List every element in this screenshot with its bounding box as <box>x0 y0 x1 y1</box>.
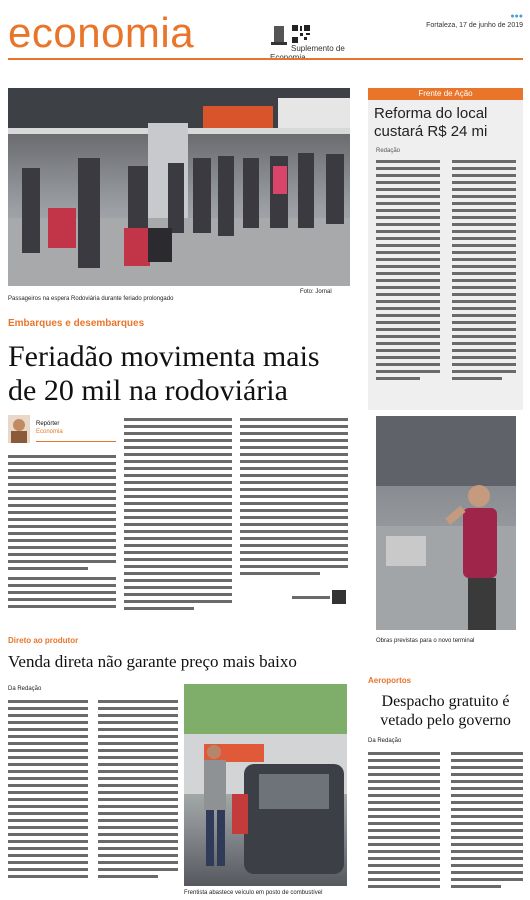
photo-caption: Passageiros na espera Rodoviária durante feriado prolongado <box>8 296 174 302</box>
masthead-rule <box>8 58 523 60</box>
second-photo-caption: Frentista abastece veículo em posto de combustível <box>184 890 323 896</box>
author-name: Repórter <box>36 421 60 427</box>
brand-mark: ●●● <box>510 13 523 20</box>
main-body-col-3 <box>240 418 348 614</box>
sidebar-headline: Reforma do local custará R$ 24 mi <box>374 105 488 140</box>
main-kicker: Embarques e desembarques <box>8 318 145 329</box>
section-name: economia <box>8 9 195 56</box>
author-role: Economia <box>36 429 63 435</box>
second-headline: Venda direta não garante preço mais baixo <box>8 652 297 671</box>
fuel-station-image <box>184 684 347 886</box>
sidebar-body <box>376 160 516 404</box>
author-box <box>8 415 116 449</box>
logo-caption: Suplemento de <box>291 44 345 53</box>
third-kicker: Aeroportos <box>368 676 412 685</box>
building-icon <box>270 24 288 46</box>
third-headline: Despacho gratuito é vetado pelo governo <box>380 693 511 729</box>
third-body <box>368 752 523 892</box>
third-byline: Da Redação <box>368 738 402 744</box>
supplement-logo <box>270 24 346 62</box>
second-body <box>8 700 178 890</box>
man-at-terminal-image <box>376 416 516 630</box>
author-rule <box>36 441 116 442</box>
sidebar-photo-caption: Obras previstas para o novo terminal <box>376 638 475 644</box>
main-headline: Feriadão movimenta mais de 20 mil na rodoviária <box>8 340 320 407</box>
main-body-col-2 <box>124 418 232 614</box>
sidebar-box <box>368 88 523 410</box>
date-line <box>426 12 523 30</box>
photo-credit: Foto: Jornal <box>300 289 332 295</box>
second-photo <box>184 684 347 886</box>
sidebar-photo <box>376 416 516 630</box>
bus-station-crowd-image <box>8 88 350 286</box>
date-text: Fortaleza, 17 de junho de 2019 <box>426 22 523 29</box>
masthead <box>8 6 523 58</box>
sidebar-byline: Redação <box>376 148 401 154</box>
main-body-col-1 <box>8 455 116 615</box>
qr-code-icon <box>291 24 311 44</box>
second-byline: Da Redação <box>8 686 42 692</box>
sidebar-tag: Frente de Ação <box>368 88 523 100</box>
second-kicker: Direto ao produtor <box>8 636 79 645</box>
main-photo <box>8 88 350 286</box>
author-avatar <box>8 415 30 443</box>
